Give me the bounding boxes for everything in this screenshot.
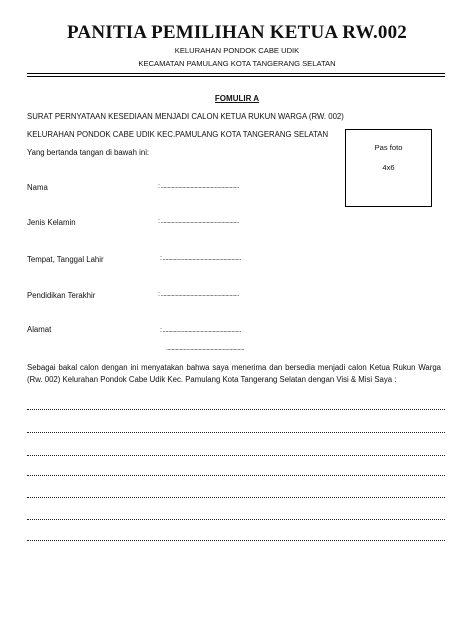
declaration-paragraph: Sebagai bakal calon dengan ini menyatakan bahwa saya menerima dan bersedia menjadi calon Ketua Rukun Warga (Rw. 002) Kelurahan Pondok Cabe Udik Kec. Pamulang Kota Tangerang Selatan dengan Visi & Misi Saya : [27, 363, 441, 384]
field-input-alamat-line2[interactable]: .......................................................... [166, 345, 245, 352]
field-label-alamat: Alamat [27, 325, 52, 334]
vision-line[interactable] [27, 432, 445, 433]
photo-box [345, 129, 432, 207]
vision-line[interactable] [27, 540, 445, 541]
photo-size: 4x6 [382, 163, 395, 172]
field-input-tempat-tanggal-lahir[interactable]: : .......................................................... [160, 255, 241, 262]
field-input-jenis-kelamin[interactable]: : .......................................................... [158, 218, 239, 225]
vision-line[interactable] [27, 409, 445, 410]
header-rule-bottom [27, 76, 445, 77]
kecamatan-subtitle: KECAMATAN PAMULANG KOTA TANGERANG SELATAN [138, 59, 336, 68]
field-label-tempat-tanggal-lahir: Tempat, Tanggal Lahir [27, 255, 104, 264]
vision-line[interactable] [27, 475, 445, 476]
field-input-alamat[interactable]: : .......................................................... [160, 327, 241, 334]
committee-title: PANITIA PEMILIHAN KETUA RW.002 [67, 22, 407, 43]
field-label-pendidikan: Pendidikan Terakhir [27, 291, 96, 300]
header-rule-top [27, 73, 445, 74]
vision-line[interactable] [27, 455, 445, 456]
field-label-jenis-kelamin: Jenis Kelamin [27, 218, 76, 227]
kelurahan-subtitle: KELURAHAN PONDOK CABE UDIK [174, 46, 300, 55]
intro-text: Yang bertanda tangan di bawah ini: [27, 148, 150, 157]
statement-line-2: KELURAHAN PONDOK CABE UDIK KEC.PAMULANG KOTA TANGERANG SELATAN [27, 130, 329, 139]
field-input-nama[interactable]: : .......................................................... [158, 183, 239, 190]
form-title: FOMULIR A [214, 94, 260, 103]
field-input-pendidikan[interactable]: : .......................................................... [158, 291, 239, 298]
statement-line-1: SURAT PERNYATAAN KESEDIAAN MENJADI CALON KETUA RUKUN WARGA (RW. 002) [27, 112, 344, 121]
vision-line[interactable] [27, 519, 445, 520]
photo-label: Pas foto [374, 143, 403, 152]
field-label-nama: Nama [27, 183, 48, 192]
vision-line[interactable] [27, 497, 445, 498]
